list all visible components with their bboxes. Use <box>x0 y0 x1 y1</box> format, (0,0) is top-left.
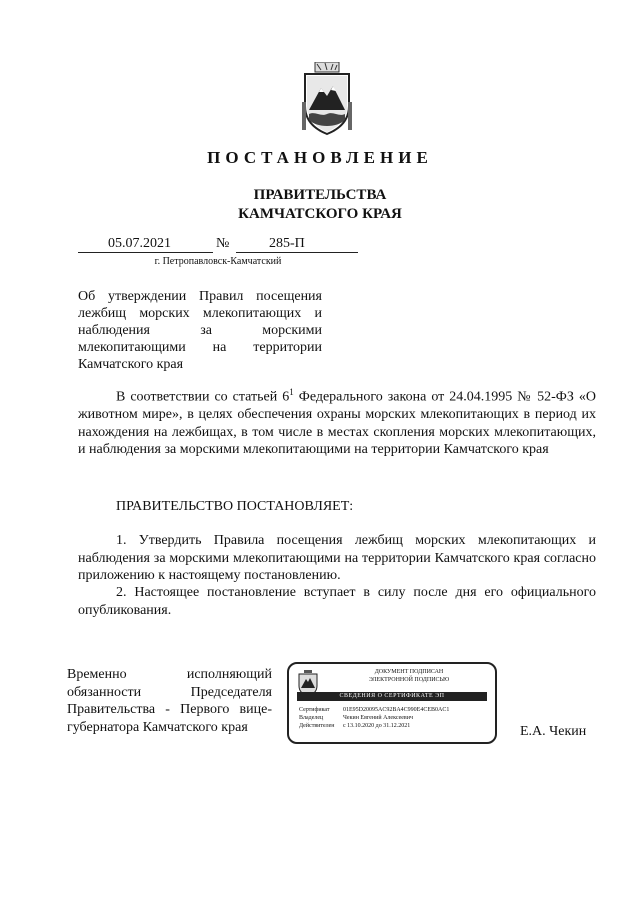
signer-name: Е.А. Чекин <box>520 724 587 739</box>
document-type-title: ПОСТАНОВЛЕНИЕ <box>207 148 433 167</box>
document-number: 285-П <box>269 236 305 251</box>
validity-row <box>299 722 494 730</box>
city-of-issue: г. Петропавловск-Камчатский <box>154 256 282 267</box>
number-underline <box>236 252 358 253</box>
owner-label: Владелец <box>299 715 324 721</box>
article-superscript: 1 <box>289 387 294 397</box>
stamp-heading-line-1: ДОКУМЕНТ ПОДПИСАН <box>374 669 444 675</box>
clause-2: 2. Настоящее постановление вступает в силу после дня его официального опубликования. <box>78 585 596 618</box>
date-number-line <box>78 236 358 254</box>
signer-line-2: обязанности Председателя <box>67 684 272 700</box>
signer-position <box>67 666 272 736</box>
certificate-row <box>299 706 494 714</box>
signer-line-4: губернатора Камчатского края <box>67 719 248 735</box>
resolution-heading: ПРАВИТЕЛЬСТВО ПОСТАНОВЛЯЕТ: <box>116 499 354 514</box>
signer-line-3: Правительства - Первого вице- <box>67 702 272 717</box>
document-date: 05.07.2021 <box>108 236 171 251</box>
number-sign: № <box>216 236 230 251</box>
date-underline <box>78 252 213 253</box>
clause-1: 1. Утвердить Правила посещения лежбищ морских млекопитающих и наблюдения за морскими млекопитающими на территории Камчатского края согласно приложению к настоящему постановлению. <box>78 533 596 583</box>
validity-value: с 13.10.2020 до 31.12.2021 <box>343 723 411 729</box>
owner-value: Чекин Евгений Алексеевич <box>343 715 413 721</box>
coat-of-arms-emblem <box>297 62 357 136</box>
document-subject: Об утверждении Правил посещения лежбищ морских млекопитающих и наблюдения за морскими млекопитающими на территории Камчатского края <box>78 289 322 372</box>
certificate-value: 01E95D20095AC92BA4C990E4CEB0AC1 <box>343 707 450 713</box>
preamble-part-2: Федерального закона от 24.04.1995 № 52-ФЗ «О животном мире», в целях обеспечения охраны морских млекопитающих в период их нахождения на лежбищах, в том числе в местах скопления морских млекопитающих, и наблюдения за морскими млекопитающими на территории Камчатского края <box>78 389 596 458</box>
issuing-authority <box>0 186 640 224</box>
electronic-signature-stamp <box>287 662 497 744</box>
certificate-label: Сертификат <box>299 707 330 713</box>
preamble-paragraph <box>78 384 596 459</box>
owner-row <box>299 714 494 722</box>
validity-label: Действителен <box>299 723 335 729</box>
authority-line-1: ПРАВИТЕЛЬСТВА <box>253 187 387 203</box>
preamble-part-1: В соответствии со статьей 6 <box>116 389 290 405</box>
authority-line-2: КАМЧАТСКОГО КРАЯ <box>238 206 402 222</box>
certificate-info-bar: СВЕДЕНИЯ О СЕРТИФИКАТЕ ЭП <box>297 692 487 701</box>
signer-line-1: Временно исполняющий <box>67 667 272 682</box>
stamp-heading-line-2: ЭЛЕКТРОННОЙ ПОДПИСЬЮ <box>368 677 450 683</box>
stamp-heading <box>329 668 489 684</box>
